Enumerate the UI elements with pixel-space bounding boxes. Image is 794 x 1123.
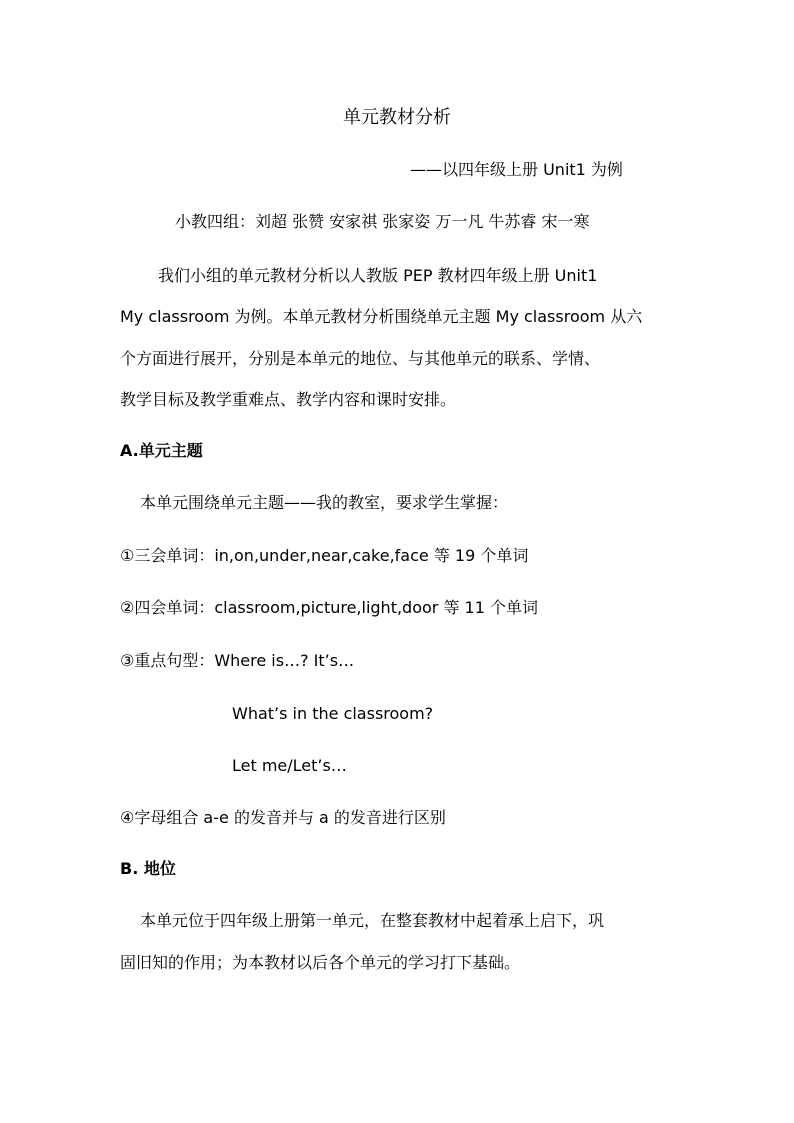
intro-line-2: My classroom 为例。本单元教材分析围绕单元主题 My classroom 从六 [120,307,643,326]
section-a-heading: A.单元主题 [120,441,203,460]
section-a-lead: 本单元围绕单元主题——我的教室，要求学生掌握： [140,493,509,512]
section-a-item-1: ①三会单词：in,on,under,near,cake,face 等 19 个单词 [120,546,529,565]
authors-line: 小教四组：刘超 张赞 安家祺 张家姿 万一凡 牛苏睿 宋一寒 [175,212,590,231]
section-a-item-2: ②四会单词：classroom,picture,light,door 等 11 个单词 [120,598,538,617]
section-a-item-4: ④字母组合 a-e 的发音并与 a 的发音进行区别 [120,808,446,827]
page-subtitle: ——以四年级上册 Unit1 为例 [410,160,623,179]
section-b-line-1: 本单元位于四年级上册第一单元，在整套教材中起着承上启下，巩 [140,911,605,930]
section-a-item-3: ③重点句型：Where is…? It’s… [120,651,355,670]
sentence-pattern-2: Let me/Let’s… [232,756,347,775]
page-title: 单元教材分析 [343,107,451,128]
intro-line-1: 我们小组的单元教材分析以人教版 PEP 教材四年级上册 Unit1 [158,266,598,285]
sentence-pattern-1: What’s in the classroom? [232,704,434,723]
section-b-heading: B. 地位 [120,859,176,878]
intro-line-4: 教学目标及教学重难点、教学内容和课时安排。 [120,390,457,409]
section-b-line-2: 固旧知的作用；为本教材以后各个单元的学习打下基础。 [120,953,521,972]
intro-line-3: 个方面进行展开，分别是本单元的地位、与其他单元的联系、学情、 [120,349,601,368]
